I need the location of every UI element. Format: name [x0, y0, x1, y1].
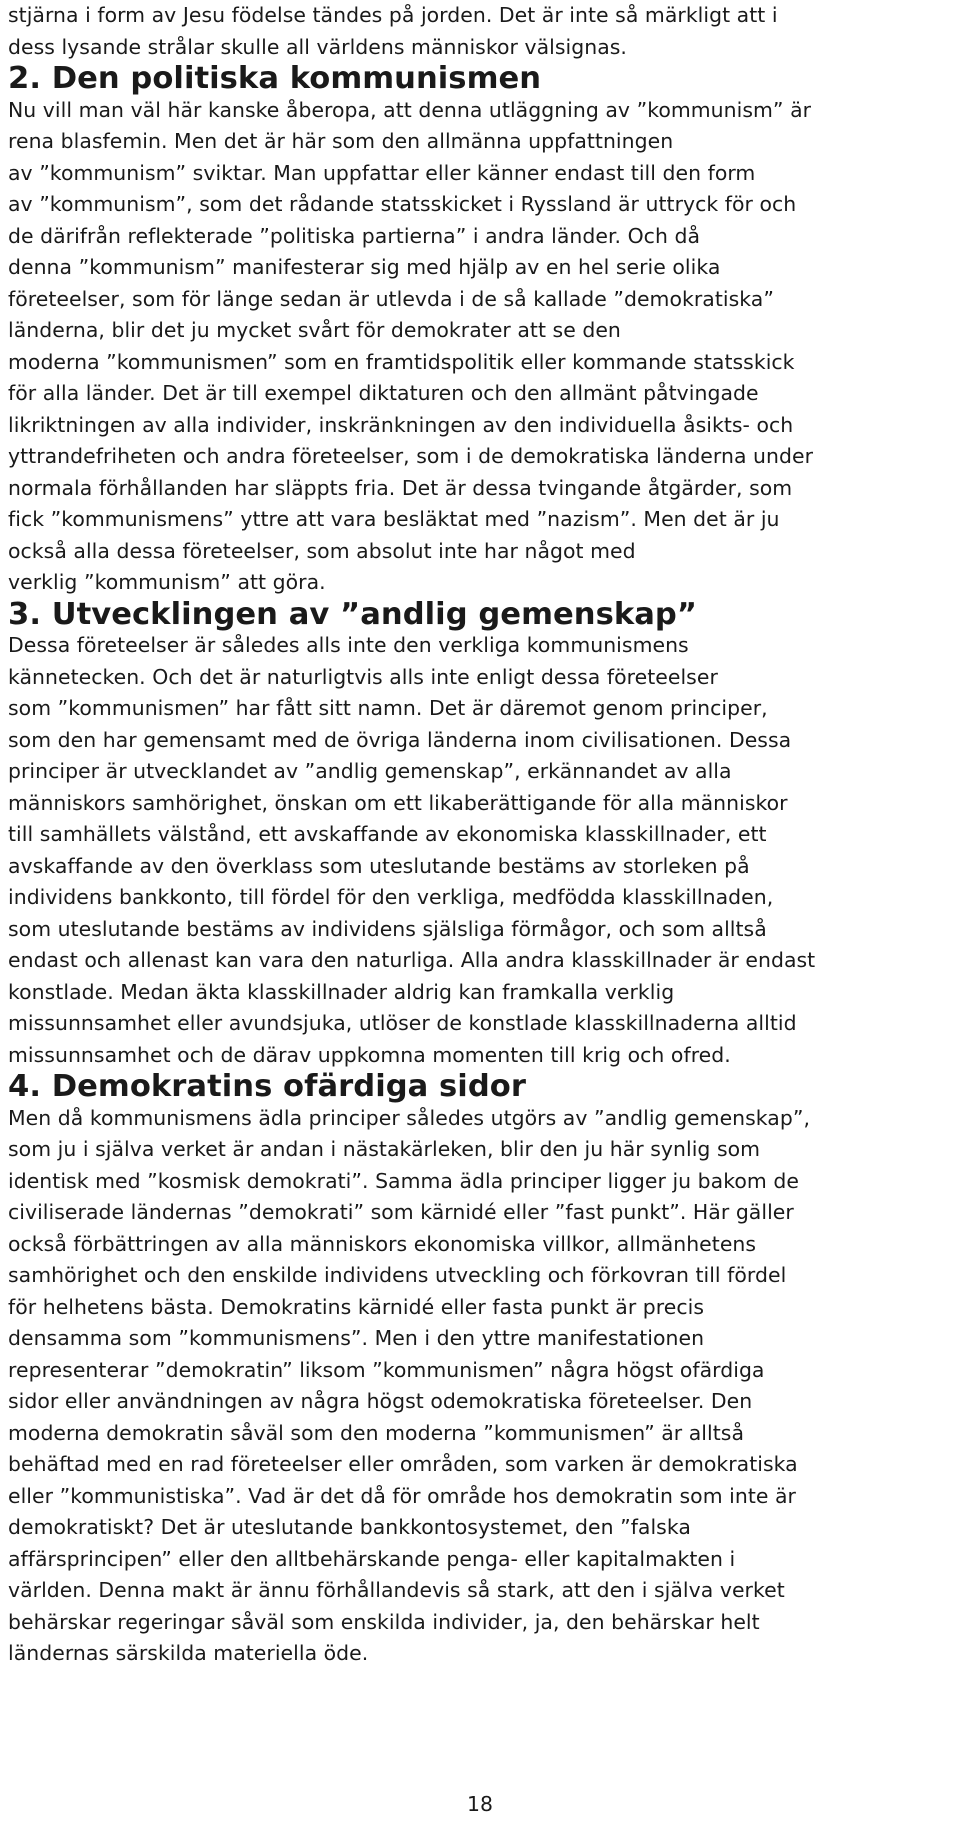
section-heading-4: 4. Demokratins ofärdiga sidor [8, 1069, 526, 1104]
section-heading-2: 2. Den politiska kommunismen [8, 61, 542, 96]
page-number: 18 [467, 1792, 493, 1816]
section-body-3: Dessa företeelser är således alls inte den verkliga kommunismens kännetecken. Och det är naturligtvis alls inte enligt dessa företeelser som ”kommunismen” har fått sitt namn. Det är däremot genom principer, som den har gemensamt med de övriga länderna inom civilisationen. Dessa principer är utvecklandet av ”andlig gemenskap”, erkännandet av alla människors samhörighet, önskan om ett likaberättigande för alla människor till samhällets välstånd, ett avskaffande av ekonomiska klasskillnader, ett avskaffande av den överklass som uteslutande bestäms av storleken på individens bankkonto, till fördel för den verkliga, medfödda klasskillnaden, som uteslutande bestäms av individens själsliga förmågor, och som alltså endast och allenast kan vara den naturliga. Alla andra klasskillnader är endast konstlade. Medan äkta klasskillnader aldrig kan framkalla verklig missunnsamhet eller avundsjuka, utlöser de konstlade klasskillnaderna alltid missunnsamhet och de därav uppkomna momenten till krig och ofred. [8, 633, 816, 1067]
section-body-4: Men då kommunismens ädla principer således utgörs av ”andlig gemenskap”, som ju i själva verket är andan i nästakärleken, blir den ju här synlig som identisk med ”kosmisk demokrati”. Samma ädla principer ligger ju bakom de civiliserade ländernas ”demokrati” som kärnidé eller ”fast punkt”. Här gäller också förbättringen av alla människors ekonomiska villkor, allmänhetens samhörighet och den enskilde individens utveckling och förkovran till fördel för helhetens bästa. Demokratins kärnidé eller fasta punkt är precis densamma som ”kommunismens”. Men i den yttre manifestationen representerar ”demokratin” liksom ”kommunismen” några högst ofärdiga sidor eller användningen av några högst odemokratiska företeelser. Den moderna demokratin såväl som den moderna ”kommunismen” är alltså behäftad med en rad företeelser eller områden, som varken är demokratiska eller ”kommunistiska”. Vad är det då för område hos demokratin som inte är demokratiskt? Det är uteslutande bankkontosystemet, den ”falska affärsprincipen” eller den alltbehärskande penga- eller kapitalmakten i världen. Denna makt är ännu förhållandevis så stark, att den i själva verket behärskar regeringar såväl som enskilda individer, ja, den behärskar helt ländernas särskilda materiella öde. [8, 1105, 810, 1665]
section-body-2: Nu vill man väl här kanske åberopa, att denna utläggning av ”kommunism” är rena blasfemin. Men det är här som den allmänna uppfattningen av ”kommunism” sviktar. Man uppfattar eller känner endast till den form av ”kommunism”, som det rådande statsskicket i Ryssland är uttryck för och de därifrån reflekterade ”politiska partierna” i andra länder. Och då denna ”kommunism” manifesterar sig med hjälp av en hel serie olika företeelser, som för länge sedan är utlevda i de så kallade ”demokratiska” länderna, blir det ju mycket svårt för demokrater att se den moderna ”kommunismen” som en framtidspolitik eller kommande statsskick för alla länder. Det är till exempel diktaturen och den allmänt påtvingade likriktningen av alla individer, inskränkningen av den individuella åsikts- och yttrandefriheten och andra företeelser, som i de demokratiska länderna under normala förhållanden har släppts fria. Det är dessa tvingande åtgärder, som fick ”kommunismens” yttre att vara besläktat med ”nazism”. Men det är ju också alla dessa företeelser, som absolut inte har något med verklig ”kommunism” att göra. [8, 97, 813, 594]
document-body [8, 0, 956, 1670]
section-heading-3: 3. Utvecklingen av ”andlig gemenskap” [8, 596, 697, 632]
intro-paragraph: stjärna i form av Jesu födelse tändes på jorden. Det är inte så märkligt att i dess lysande strålar skulle all världens människor välsignas. [8, 3, 778, 59]
